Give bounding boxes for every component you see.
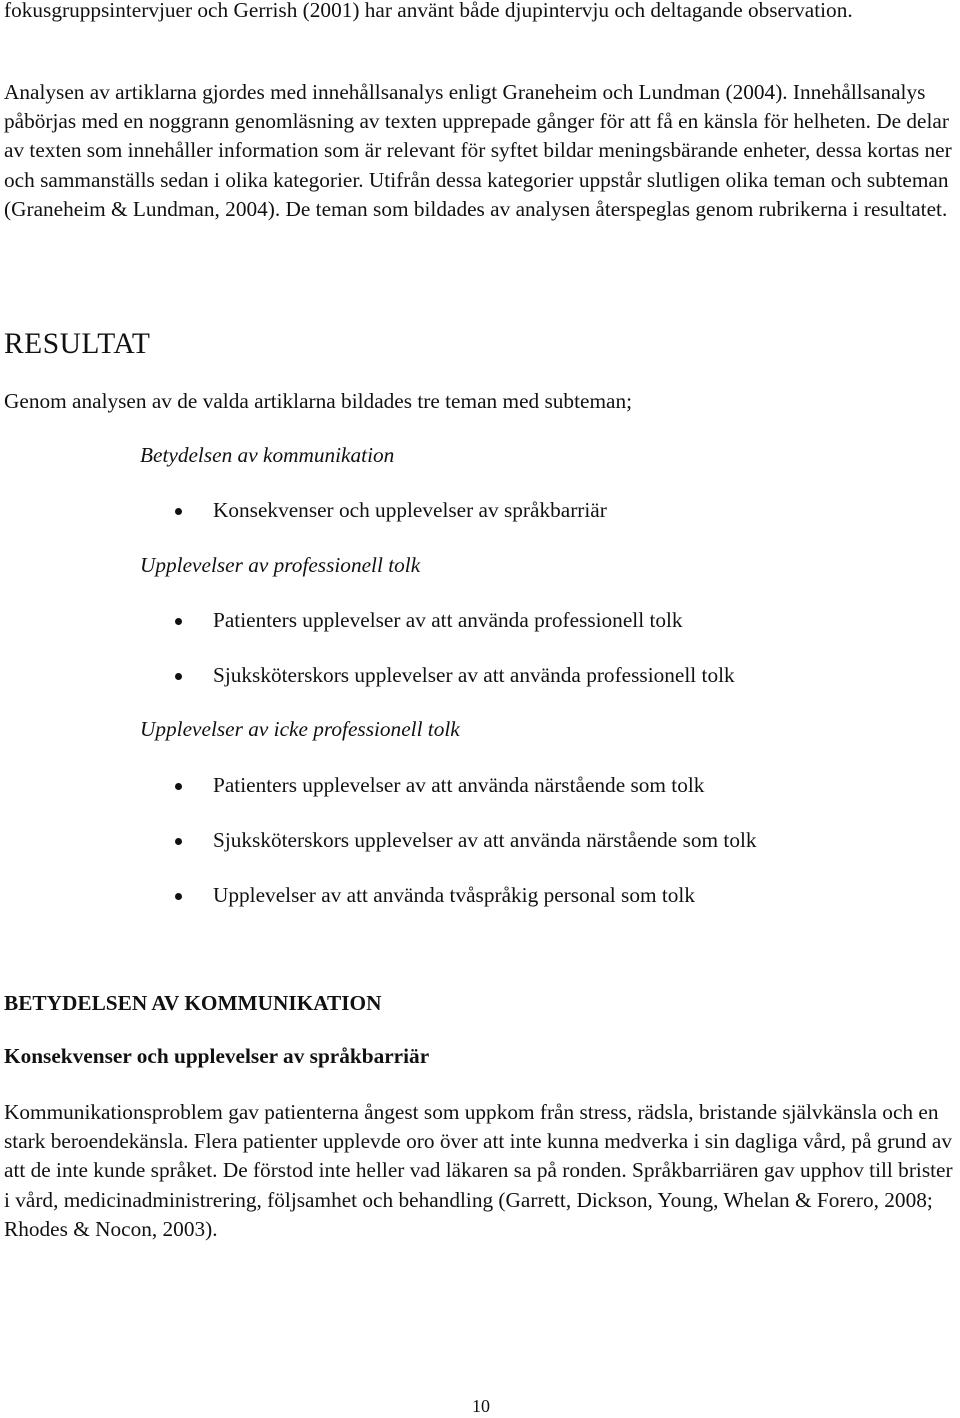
subtheme-item <box>175 663 735 688</box>
theme-title: Upplevelser av professionell tolk <box>140 553 421 577</box>
subtheme-label: Sjuksköterskors upplevelser av att använda närstående som tolk <box>213 828 757 852</box>
subtheme-label: Patienters upplevelser av att använda professionell tolk <box>213 608 683 632</box>
subtheme-item <box>175 773 704 798</box>
bullet-icon <box>175 893 182 900</box>
results-intro: Genom analysen av de valda artiklarna bildades tre teman med subteman; <box>4 389 633 413</box>
subtheme-item <box>175 608 683 633</box>
heading-subsection: Konsekvenser och upplevelser av språkbarriär <box>4 1044 430 1068</box>
subtheme-item <box>175 498 607 523</box>
theme-title: Upplevelser av icke professionell tolk <box>140 717 460 741</box>
subtheme-label: Patienters upplevelser av att använda närstående som tolk <box>213 773 705 797</box>
subtheme-item <box>175 883 695 908</box>
bullet-icon <box>175 673 182 680</box>
subtheme-item <box>175 828 757 853</box>
bullet-icon <box>175 783 182 790</box>
theme-title: Betydelsen av kommunikation <box>140 443 395 467</box>
bullet-icon <box>175 618 182 625</box>
paragraph-method-tail: fokusgruppsintervjuer och Gerrish (2001) har använt både djupintervju och deltagande observation. <box>4 0 853 22</box>
subtheme-label: Konsekvenser och upplevelser av språkbarriär <box>213 498 607 522</box>
page-number: 10 <box>472 1396 490 1416</box>
heading-section: BETYDELSEN AV KOMMUNIKATION <box>4 991 382 1015</box>
bullet-icon <box>175 508 182 515</box>
paragraph-communication: Kommunikationsproblem gav patienterna ångest som uppkom från stress, rädsla, bristande självkänsla och en stark beroendekänsla. Flera patienter upplevde oro över att inte kunna medverka i sin dagliga vård, på grund av att de inte kunde språket. De förstod inte heller vad läkaren sa på ronden. Språkbarriären gav upphov till brister i vård, medicinadministrering, följsamhet och behandling (Garrett, Dickson, Young, Whelan & Forero, 2008; Rhodes & Nocon, 2003). <box>4 1100 953 1241</box>
subtheme-label: Sjuksköterskors upplevelser av att använda professionell tolk <box>213 663 735 687</box>
subtheme-label: Upplevelser av att använda tvåspråkig personal som tolk <box>213 883 695 907</box>
bullet-icon <box>175 838 182 845</box>
heading-results: RESULTAT <box>4 328 151 360</box>
paragraph-analysis: Analysen av artiklarna gjordes med innehållsanalys enligt Graneheim och Lundman (2004). Innehållsanalys påbörjas med en noggrann genomläsning av texten upprepade gånger för att få en känsla för helheten. De delar av texten som innehåller information som är relevant för syftet bildar meningsbärande enheter, dessa kortas ner och sammanställs sedan i olika kategorier. Utifrån dessa kategorier uppstår slutligen olika teman och subteman (Graneheim & Lundman, 2004). De teman som bildades av analysen återspeglas genom rubrikerna i resultatet. <box>4 80 952 221</box>
